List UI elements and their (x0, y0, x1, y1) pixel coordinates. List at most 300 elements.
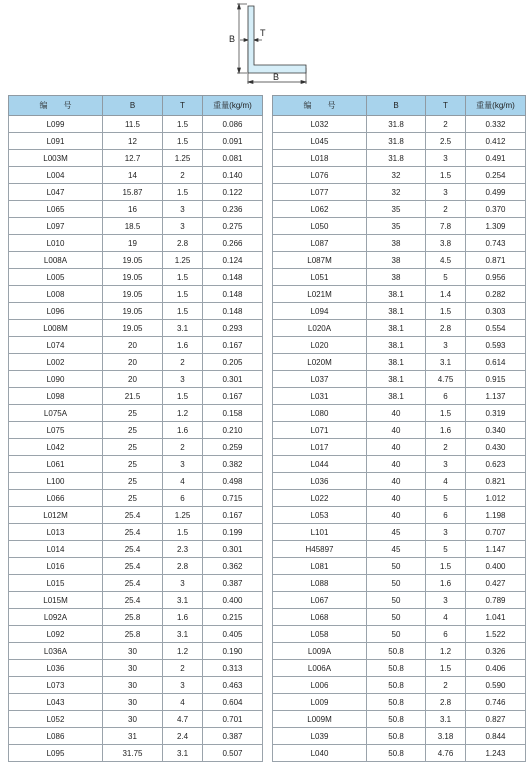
cell-weight: 0.167 (203, 507, 263, 524)
cell-b: 32 (367, 167, 426, 184)
cell-b: 35 (367, 201, 426, 218)
cell-code: L092 (9, 626, 103, 643)
table-row (273, 439, 526, 456)
cell-weight: 0.498 (203, 473, 263, 490)
cell-weight: 1.041 (466, 609, 526, 626)
cell-b: 50.8 (367, 643, 426, 660)
table-row (9, 694, 263, 711)
t-label: T (260, 28, 266, 38)
cell-t: 1.5 (163, 116, 203, 133)
cell-code: L047 (9, 184, 103, 201)
cell-t: 3 (163, 677, 203, 694)
table-row (273, 167, 526, 184)
cell-weight: 0.236 (203, 201, 263, 218)
arrow-down-icon (238, 68, 241, 73)
cell-code: L006A (273, 660, 367, 677)
cell-b: 40 (367, 456, 426, 473)
cell-weight: 0.554 (466, 320, 526, 337)
cell-t: 3.1 (163, 592, 203, 609)
cell-b: 19.05 (103, 252, 163, 269)
cell-weight: 0.427 (466, 575, 526, 592)
table-row (9, 490, 263, 507)
cell-weight: 0.956 (466, 269, 526, 286)
table-row (9, 320, 263, 337)
table-row (273, 269, 526, 286)
header-t: T (426, 96, 466, 116)
cell-t: 3.1 (426, 354, 466, 371)
cell-b: 50.8 (367, 745, 426, 762)
cell-code: L066 (9, 490, 103, 507)
b-horizontal-label: B (273, 72, 280, 82)
cell-weight: 0.086 (203, 116, 263, 133)
cell-weight: 0.266 (203, 235, 263, 252)
cell-weight: 0.148 (203, 286, 263, 303)
table-row (273, 320, 526, 337)
cell-b: 40 (367, 490, 426, 507)
cell-t: 5 (426, 269, 466, 286)
cell-t: 1.4 (426, 286, 466, 303)
cell-code: L005 (9, 269, 103, 286)
cell-code: L094 (273, 303, 367, 320)
table-row (273, 643, 526, 660)
cell-b: 50 (367, 609, 426, 626)
table-row (273, 422, 526, 439)
cell-code: L009M (273, 711, 367, 728)
cell-code: L008M (9, 320, 103, 337)
header-weight: 重量(kg/m) (203, 96, 263, 116)
cell-code: L068 (273, 609, 367, 626)
cell-b: 38.1 (367, 354, 426, 371)
cell-weight: 1.198 (466, 507, 526, 524)
table-row (9, 609, 263, 626)
cell-code: L036 (273, 473, 367, 490)
table-row (273, 524, 526, 541)
table-row (9, 252, 263, 269)
cell-b: 25 (103, 473, 163, 490)
table-row (9, 456, 263, 473)
cell-t: 2 (426, 116, 466, 133)
cell-t: 1.5 (163, 133, 203, 150)
cell-t: 3 (426, 456, 466, 473)
cell-b: 38 (367, 235, 426, 252)
b-vertical-label: B (229, 34, 236, 44)
cell-b: 20 (103, 354, 163, 371)
cell-b: 40 (367, 473, 426, 490)
cell-b: 45 (367, 541, 426, 558)
cell-weight: 0.303 (466, 303, 526, 320)
cell-t: 1.5 (426, 303, 466, 320)
cell-code: L004 (9, 167, 103, 184)
cell-weight: 0.362 (203, 558, 263, 575)
arrow-left-icon (248, 81, 253, 84)
table-row (273, 252, 526, 269)
table-row (273, 116, 526, 133)
cell-weight: 0.623 (466, 456, 526, 473)
cell-code: L022 (273, 490, 367, 507)
table-row (9, 303, 263, 320)
cell-weight: 0.430 (466, 439, 526, 456)
cell-code: L012M (9, 507, 103, 524)
cell-code: L096 (9, 303, 103, 320)
table-row (273, 354, 526, 371)
cell-weight: 1.147 (466, 541, 526, 558)
cell-t: 1.5 (163, 269, 203, 286)
cell-t: 1.5 (163, 303, 203, 320)
cell-b: 25 (103, 456, 163, 473)
header-b: B (103, 96, 163, 116)
cell-t: 3 (426, 524, 466, 541)
cell-weight: 0.715 (203, 490, 263, 507)
cell-weight: 0.701 (203, 711, 263, 728)
cell-code: L018 (273, 150, 367, 167)
table-row (9, 286, 263, 303)
cell-code: L017 (273, 439, 367, 456)
cell-code: L042 (9, 439, 103, 456)
cell-weight: 0.382 (203, 456, 263, 473)
cell-t: 1.5 (426, 558, 466, 575)
cell-weight: 0.259 (203, 439, 263, 456)
cell-code: L061 (9, 456, 103, 473)
cell-code: L050 (273, 218, 367, 235)
cell-code: L016 (9, 558, 103, 575)
cell-b: 38.1 (367, 388, 426, 405)
header-code: 编 号 (9, 96, 103, 116)
cell-code: L015 (9, 575, 103, 592)
cell-b: 40 (367, 439, 426, 456)
cell-t: 2.3 (163, 541, 203, 558)
cell-b: 19.05 (103, 303, 163, 320)
table-row (273, 541, 526, 558)
cell-weight: 0.400 (203, 592, 263, 609)
cell-weight: 0.400 (466, 558, 526, 575)
cell-t: 1.6 (163, 337, 203, 354)
cell-code: H45897 (273, 541, 367, 558)
cell-code: L015M (9, 592, 103, 609)
cell-b: 25 (103, 490, 163, 507)
cell-weight: 0.871 (466, 252, 526, 269)
cell-t: 3.1 (163, 745, 203, 762)
cell-weight: 0.387 (203, 728, 263, 745)
cell-t: 3.1 (163, 320, 203, 337)
cell-weight: 0.789 (466, 592, 526, 609)
cell-t: 1.5 (426, 405, 466, 422)
header-t: T (163, 96, 203, 116)
cell-b: 31.75 (103, 745, 163, 762)
cell-t: 5 (426, 490, 466, 507)
table-row (9, 660, 263, 677)
cell-t: 2.4 (163, 728, 203, 745)
cell-b: 31.8 (367, 150, 426, 167)
cell-t: 1.5 (163, 184, 203, 201)
cell-weight: 0.604 (203, 694, 263, 711)
cell-weight: 1.522 (466, 626, 526, 643)
cell-b: 12 (103, 133, 163, 150)
table-row (273, 728, 526, 745)
cell-weight: 0.507 (203, 745, 263, 762)
cell-weight: 0.707 (466, 524, 526, 541)
cell-t: 6 (426, 626, 466, 643)
cell-b: 30 (103, 660, 163, 677)
table-row (9, 728, 263, 745)
cell-code: L073 (9, 677, 103, 694)
table-row (273, 473, 526, 490)
table-row (273, 337, 526, 354)
cell-t: 3 (163, 218, 203, 235)
cell-t: 2 (163, 660, 203, 677)
cell-t: 1.6 (163, 422, 203, 439)
table-row (273, 745, 526, 762)
cell-b: 50.8 (367, 677, 426, 694)
cell-b: 35 (367, 218, 426, 235)
cell-weight: 0.319 (466, 405, 526, 422)
cell-t: 1.2 (163, 643, 203, 660)
cell-weight: 0.293 (203, 320, 263, 337)
cell-b: 38.1 (367, 286, 426, 303)
table-row (273, 626, 526, 643)
cell-code: L008 (9, 286, 103, 303)
cell-t: 2.8 (163, 558, 203, 575)
cell-code: L077 (273, 184, 367, 201)
cell-weight: 1.309 (466, 218, 526, 235)
cell-b: 11.5 (103, 116, 163, 133)
cell-code: L021M (273, 286, 367, 303)
table-row (9, 388, 263, 405)
table-row (273, 456, 526, 473)
cell-weight: 0.199 (203, 524, 263, 541)
cell-code: L062 (273, 201, 367, 218)
angle-profile-diagram (215, 0, 325, 92)
cell-b: 25.4 (103, 558, 163, 575)
cell-b: 20 (103, 337, 163, 354)
cell-code: L053 (273, 507, 367, 524)
cell-code: L032 (273, 116, 367, 133)
cell-b: 38.1 (367, 337, 426, 354)
cell-t: 4.7 (163, 711, 203, 728)
cell-weight: 0.167 (203, 388, 263, 405)
table-row (273, 575, 526, 592)
table-row (273, 660, 526, 677)
cell-t: 3.1 (426, 711, 466, 728)
cell-code: L031 (273, 388, 367, 405)
cell-weight: 0.148 (203, 303, 263, 320)
cell-weight: 0.148 (203, 269, 263, 286)
table-row (9, 745, 263, 762)
cell-t: 2 (163, 354, 203, 371)
cell-b: 38.1 (367, 320, 426, 337)
cell-t: 4 (426, 609, 466, 626)
cell-weight: 0.313 (203, 660, 263, 677)
table-row (273, 371, 526, 388)
table-row (273, 609, 526, 626)
cell-weight: 0.301 (203, 371, 263, 388)
cell-t: 1.5 (426, 660, 466, 677)
table-row (273, 507, 526, 524)
cell-code: L036 (9, 660, 103, 677)
table-row (273, 711, 526, 728)
cell-b: 18.5 (103, 218, 163, 235)
cell-weight: 0.499 (466, 184, 526, 201)
cell-code: L045 (273, 133, 367, 150)
cell-t: 3 (163, 575, 203, 592)
cell-b: 31 (103, 728, 163, 745)
table-row (273, 218, 526, 235)
cell-code: L067 (273, 592, 367, 609)
cell-weight: 0.215 (203, 609, 263, 626)
cell-code: L087 (273, 235, 367, 252)
cell-b: 25.4 (103, 575, 163, 592)
table-row (273, 303, 526, 320)
table-row (9, 218, 263, 235)
cell-b: 19.05 (103, 320, 163, 337)
cell-t: 3 (163, 371, 203, 388)
cell-code: L087M (273, 252, 367, 269)
cell-weight: 0.124 (203, 252, 263, 269)
cell-b: 32 (367, 184, 426, 201)
cell-t: 4 (426, 473, 466, 490)
cell-b: 38 (367, 269, 426, 286)
cell-weight: 0.370 (466, 201, 526, 218)
table-row (9, 167, 263, 184)
table-row (9, 524, 263, 541)
cell-b: 50.8 (367, 660, 426, 677)
table-row (9, 626, 263, 643)
table-row (9, 592, 263, 609)
cell-code: L014 (9, 541, 103, 558)
table-row (273, 405, 526, 422)
table-row (273, 388, 526, 405)
cell-b: 19.05 (103, 286, 163, 303)
header-code: 编 号 (273, 96, 367, 116)
cell-b: 31.8 (367, 133, 426, 150)
cell-code: L091 (9, 133, 103, 150)
cell-code: L075A (9, 405, 103, 422)
table-row (9, 371, 263, 388)
cell-b: 25 (103, 405, 163, 422)
cell-code: L040 (273, 745, 367, 762)
cell-b: 25.8 (103, 626, 163, 643)
table-row (9, 133, 263, 150)
cell-b: 20 (103, 371, 163, 388)
cell-t: 1.6 (426, 422, 466, 439)
cell-t: 6 (426, 507, 466, 524)
cell-code: L052 (9, 711, 103, 728)
cell-t: 2.5 (426, 133, 466, 150)
cell-b: 25 (103, 422, 163, 439)
cell-t: 3 (163, 201, 203, 218)
table-row (9, 711, 263, 728)
cell-b: 40 (367, 405, 426, 422)
spec-table-right (272, 95, 526, 762)
cell-t: 3 (426, 150, 466, 167)
cell-code: L010 (9, 235, 103, 252)
cell-b: 30 (103, 711, 163, 728)
header-b: B (367, 96, 426, 116)
table-row (273, 286, 526, 303)
table-row (273, 133, 526, 150)
cell-t: 1.5 (426, 167, 466, 184)
table-row (273, 490, 526, 507)
table-row (273, 694, 526, 711)
cell-t: 2.8 (426, 694, 466, 711)
cell-code: L020M (273, 354, 367, 371)
cell-code: L006 (273, 677, 367, 694)
cell-code: L009 (273, 694, 367, 711)
cell-t: 2.8 (426, 320, 466, 337)
cell-code: L099 (9, 116, 103, 133)
cell-code: L080 (273, 405, 367, 422)
cell-t: 2 (163, 439, 203, 456)
table-row (9, 116, 263, 133)
cell-t: 4 (163, 694, 203, 711)
cell-weight: 0.491 (466, 150, 526, 167)
cell-t: 7.8 (426, 218, 466, 235)
table-row (9, 575, 263, 592)
table-row (9, 473, 263, 490)
cell-weight: 0.254 (466, 167, 526, 184)
cell-b: 30 (103, 677, 163, 694)
cell-weight: 0.301 (203, 541, 263, 558)
cell-b: 40 (367, 422, 426, 439)
cell-code: L044 (273, 456, 367, 473)
cell-weight: 0.205 (203, 354, 263, 371)
cell-b: 25.8 (103, 609, 163, 626)
table-row (273, 677, 526, 694)
table-row (273, 150, 526, 167)
cell-t: 3 (426, 184, 466, 201)
cell-b: 50.8 (367, 694, 426, 711)
cell-t: 2.8 (163, 235, 203, 252)
cell-t: 3 (426, 592, 466, 609)
cell-weight: 0.332 (466, 116, 526, 133)
cell-t: 1.25 (163, 150, 203, 167)
cell-code: L037 (273, 371, 367, 388)
cell-weight: 0.122 (203, 184, 263, 201)
cell-t: 1.2 (163, 405, 203, 422)
cell-b: 38 (367, 252, 426, 269)
cell-t: 4.75 (426, 371, 466, 388)
cell-code: L020A (273, 320, 367, 337)
cell-weight: 0.590 (466, 677, 526, 694)
cell-b: 25.4 (103, 507, 163, 524)
cell-b: 21.5 (103, 388, 163, 405)
cell-t: 2 (426, 201, 466, 218)
table-row (9, 337, 263, 354)
cell-weight: 0.746 (466, 694, 526, 711)
cell-weight: 0.190 (203, 643, 263, 660)
cell-t: 2 (426, 439, 466, 456)
cell-t: 1.6 (426, 575, 466, 592)
cell-t: 1.25 (163, 507, 203, 524)
cell-code: L009A (273, 643, 367, 660)
cell-code: L097 (9, 218, 103, 235)
table-row (9, 184, 263, 201)
cell-t: 6 (163, 490, 203, 507)
cell-code: L098 (9, 388, 103, 405)
cell-weight: 0.593 (466, 337, 526, 354)
cell-code: L088 (273, 575, 367, 592)
cell-t: 3.1 (163, 626, 203, 643)
cell-b: 19 (103, 235, 163, 252)
cell-code: L003M (9, 150, 103, 167)
cell-b: 15.87 (103, 184, 163, 201)
cell-code: L081 (273, 558, 367, 575)
cell-t: 2 (426, 677, 466, 694)
table-row (9, 677, 263, 694)
cell-t: 3.18 (426, 728, 466, 745)
header-weight: 重量(kg/m) (466, 96, 526, 116)
cell-weight: 0.158 (203, 405, 263, 422)
cell-t: 1.5 (163, 286, 203, 303)
